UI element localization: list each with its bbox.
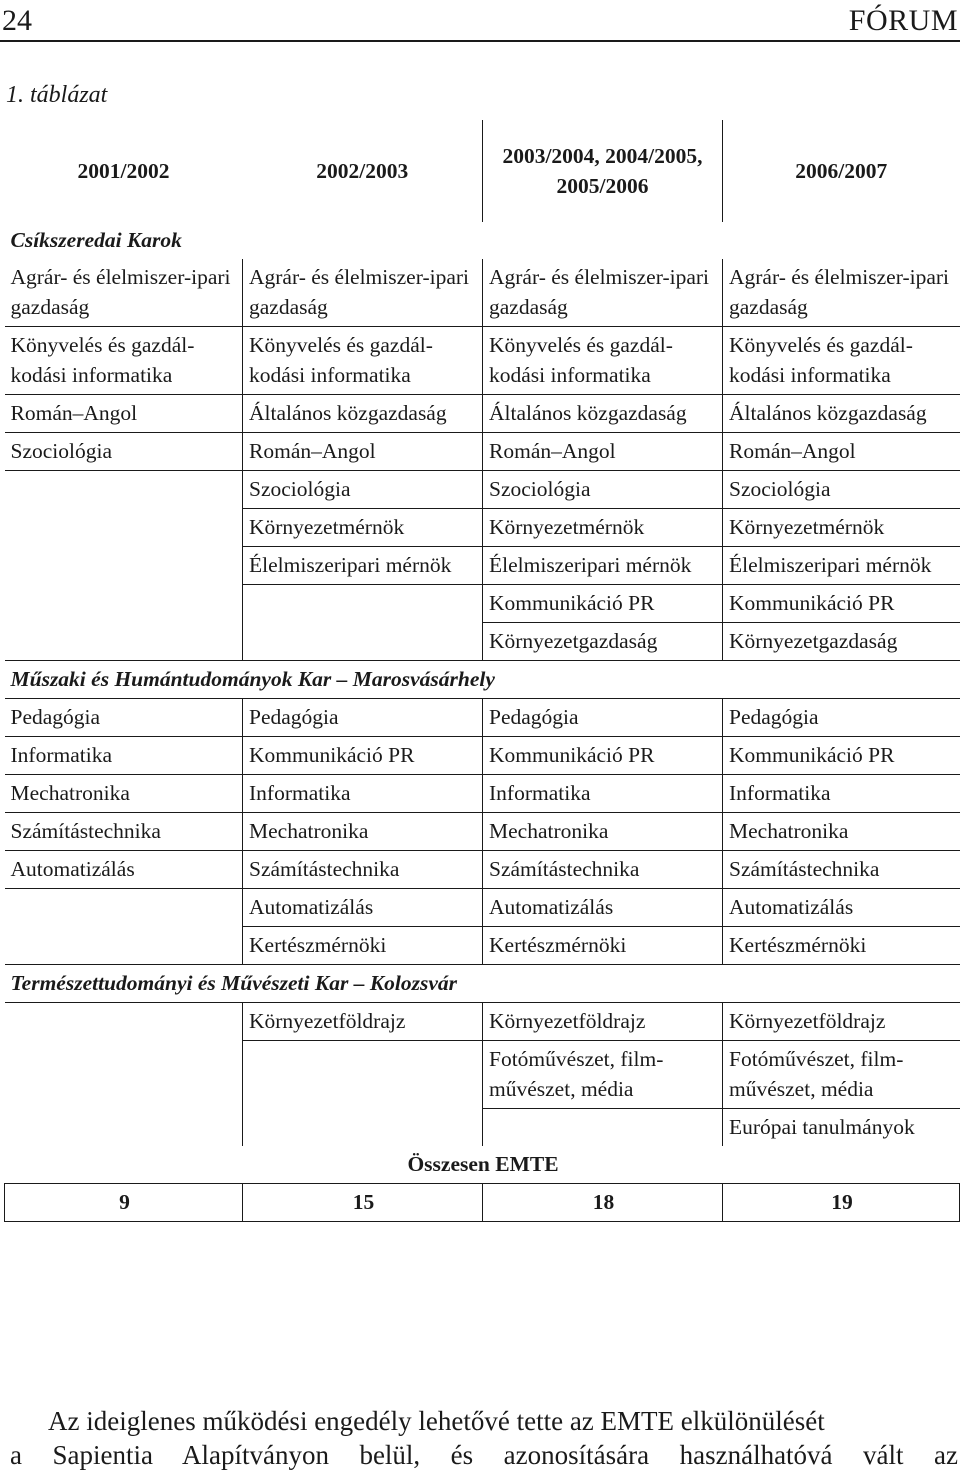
table-cell: Számítástechnika — [483, 851, 723, 889]
table-cell: Általános közgazdaság — [483, 395, 723, 433]
table-row — [5, 471, 960, 509]
table-cell: Könyvelés és gazdál-kodási informatika — [483, 327, 723, 395]
table-row — [5, 1109, 960, 1147]
table-cell — [5, 927, 243, 965]
table-cell: Mechatronika — [243, 813, 483, 851]
table-cell: Román–Angol — [5, 395, 243, 433]
table-cell: Román–Angol — [243, 433, 483, 471]
table-cell: Kommunikáció PR — [243, 737, 483, 775]
table-row — [5, 1041, 960, 1109]
table-cell — [5, 889, 243, 927]
table-cell: Könyvelés és gazdál-kodási informatika — [243, 327, 483, 395]
table-cell — [5, 1003, 243, 1041]
table-cell: Számítástechnika — [723, 851, 960, 889]
table-cell — [243, 1109, 483, 1147]
table-cell — [243, 1041, 483, 1109]
table-cell: Környezetföldrajz — [483, 1003, 723, 1041]
page-number: 24 — [2, 4, 32, 37]
table-row — [5, 509, 960, 547]
total-row — [5, 1184, 960, 1222]
table-cell: Számítástechnika — [243, 851, 483, 889]
table-row — [5, 813, 960, 851]
table-cell: Környezetmérnök — [243, 509, 483, 547]
table-cell: Kommunikáció PR — [723, 737, 960, 775]
total-value: 9 — [5, 1184, 243, 1222]
table-cell: Mechatronika — [723, 813, 960, 851]
table-cell: Mechatronika — [5, 775, 243, 813]
table-cell — [5, 509, 243, 547]
section-title: Műszaki és Humántudományok Kar – Marosvásárhely — [5, 661, 960, 699]
column-header: 2001/2002 — [77, 159, 170, 183]
table-cell: Környezetföldrajz — [723, 1003, 960, 1041]
table-cell: Környezetföldrajz — [243, 1003, 483, 1041]
table-cell: Automatizálás — [243, 889, 483, 927]
total-value: 15 — [243, 1184, 483, 1222]
table-cell: Mechatronika — [483, 813, 723, 851]
table-cell: Kertészmérnöki — [243, 927, 483, 965]
table-cell: Élelmiszeripari mérnök — [243, 547, 483, 585]
body-paragraph-line: Az ideiglenes működési engedély lehetővé tette az EMTE elkülönülését — [48, 1406, 825, 1436]
total-value: 19 — [723, 1184, 960, 1222]
table-row — [5, 327, 960, 395]
table-cell: Agrár- és élelmiszer-ipari gazdaság — [483, 259, 723, 327]
table-cell: Európai tanulmányok — [729, 1115, 915, 1139]
column-header: 2003/2004, 2004/2005, 2005/2006 — [483, 120, 723, 222]
table-cell: Kommunikáció PR — [483, 737, 723, 775]
table-row — [5, 623, 960, 661]
table-cell: Informatika — [243, 775, 483, 813]
column-header: 2006/2007 — [723, 120, 960, 222]
journal-title: FÓRUM — [848, 4, 958, 37]
total-header-row — [5, 1146, 960, 1184]
table-cell — [5, 547, 243, 585]
total-value: 18 — [483, 1184, 723, 1222]
page-header — [0, 0, 960, 44]
table-cell: Agrár- és élelmiszer-ipari gazdaság — [243, 259, 483, 327]
table-row — [5, 585, 960, 623]
table-cell: Általános közgazdaság — [243, 395, 483, 433]
table-cell: Kertészmérnöki — [723, 927, 960, 965]
table-row — [5, 775, 960, 813]
table-row — [5, 737, 960, 775]
section-row — [5, 661, 960, 699]
table-cell — [5, 1109, 243, 1147]
table-cell — [5, 471, 243, 509]
table-cell: Környezetgazdaság — [723, 623, 960, 661]
table-row — [5, 395, 960, 433]
table-cell: Pedagógia — [723, 699, 960, 737]
table-cell: Szociológia — [243, 471, 483, 509]
table-row — [5, 1003, 960, 1041]
table-cell: Fotóművészet, film-művészet, média — [483, 1041, 723, 1109]
section-row — [5, 965, 960, 1003]
table-cell: Pedagógia — [483, 699, 723, 737]
table-cell: Könyvelés és gazdál-kodási informatika — [5, 327, 243, 395]
table-cell: Környezetmérnök — [723, 509, 960, 547]
table-row — [5, 547, 960, 585]
table-cell: Számítástechnika — [5, 813, 243, 851]
table-cell — [5, 1041, 243, 1109]
section-title: Természettudományi és Művészeti Kar – Kolozsvár — [5, 965, 960, 1003]
table-cell: Informatika — [723, 775, 960, 813]
table-row — [5, 889, 960, 927]
table-cell: Román–Angol — [723, 433, 960, 471]
table-cell: Szociológia — [5, 433, 243, 471]
header-rule — [0, 40, 960, 42]
table-cell: Agrár- és élelmiszer-ipari gazdaság — [5, 259, 243, 327]
total-label: Összesen EMTE — [5, 1146, 960, 1184]
table-row — [5, 927, 960, 965]
section-row — [5, 222, 960, 259]
table-row — [5, 259, 960, 327]
table-cell — [483, 1109, 723, 1147]
table-cell: Román–Angol — [483, 433, 723, 471]
table-cell: Pedagógia — [243, 699, 483, 737]
table-cell: Automatizálás — [483, 889, 723, 927]
table-cell: Könyvelés és gazdál-kodási informatika — [723, 327, 960, 395]
table-cell: Agrár- és élelmiszer-ipari gazdaság — [723, 259, 960, 327]
table-row — [5, 433, 960, 471]
table-cell: Általános közgazdaság — [723, 395, 960, 433]
section-title: Csíkszeredai Karok — [10, 228, 182, 252]
table-cell: Környezetgazdaság — [483, 623, 723, 661]
column-header: 2002/2003 — [316, 159, 409, 183]
table-cell: Szociológia — [483, 471, 723, 509]
table-header-row — [5, 120, 960, 222]
table-cell: Informatika — [5, 737, 243, 775]
table-cell: Élelmiszeripari mérnök — [723, 547, 960, 585]
table-cell: Kommunikáció PR — [723, 585, 960, 623]
table-cell: Kommunikáció PR — [483, 585, 723, 623]
table-cell: Élelmiszeripari mérnök — [483, 547, 723, 585]
body-paragraph-line: a Sapientia Alapítványon belül, és azonosítására használhatóvá vált az — [10, 1440, 958, 1470]
table-cell — [5, 585, 243, 623]
table-caption: 1. táblázat — [6, 82, 108, 108]
table-cell: Automatizálás — [723, 889, 960, 927]
table-cell: Pedagógia — [5, 699, 243, 737]
table-cell: Szociológia — [723, 471, 960, 509]
table-cell — [5, 623, 243, 661]
table-cell: Automatizálás — [5, 851, 243, 889]
table-cell: Környezetmérnök — [483, 509, 723, 547]
table-cell — [243, 623, 483, 661]
table-row — [5, 851, 960, 889]
table-cell: Fotóművészet, film-művészet, média — [723, 1041, 960, 1109]
programs-table — [4, 120, 960, 1222]
table-cell: Kertészmérnöki — [483, 927, 723, 965]
table-cell — [243, 585, 483, 623]
table-row — [5, 699, 960, 737]
table-cell: Informatika — [483, 775, 723, 813]
